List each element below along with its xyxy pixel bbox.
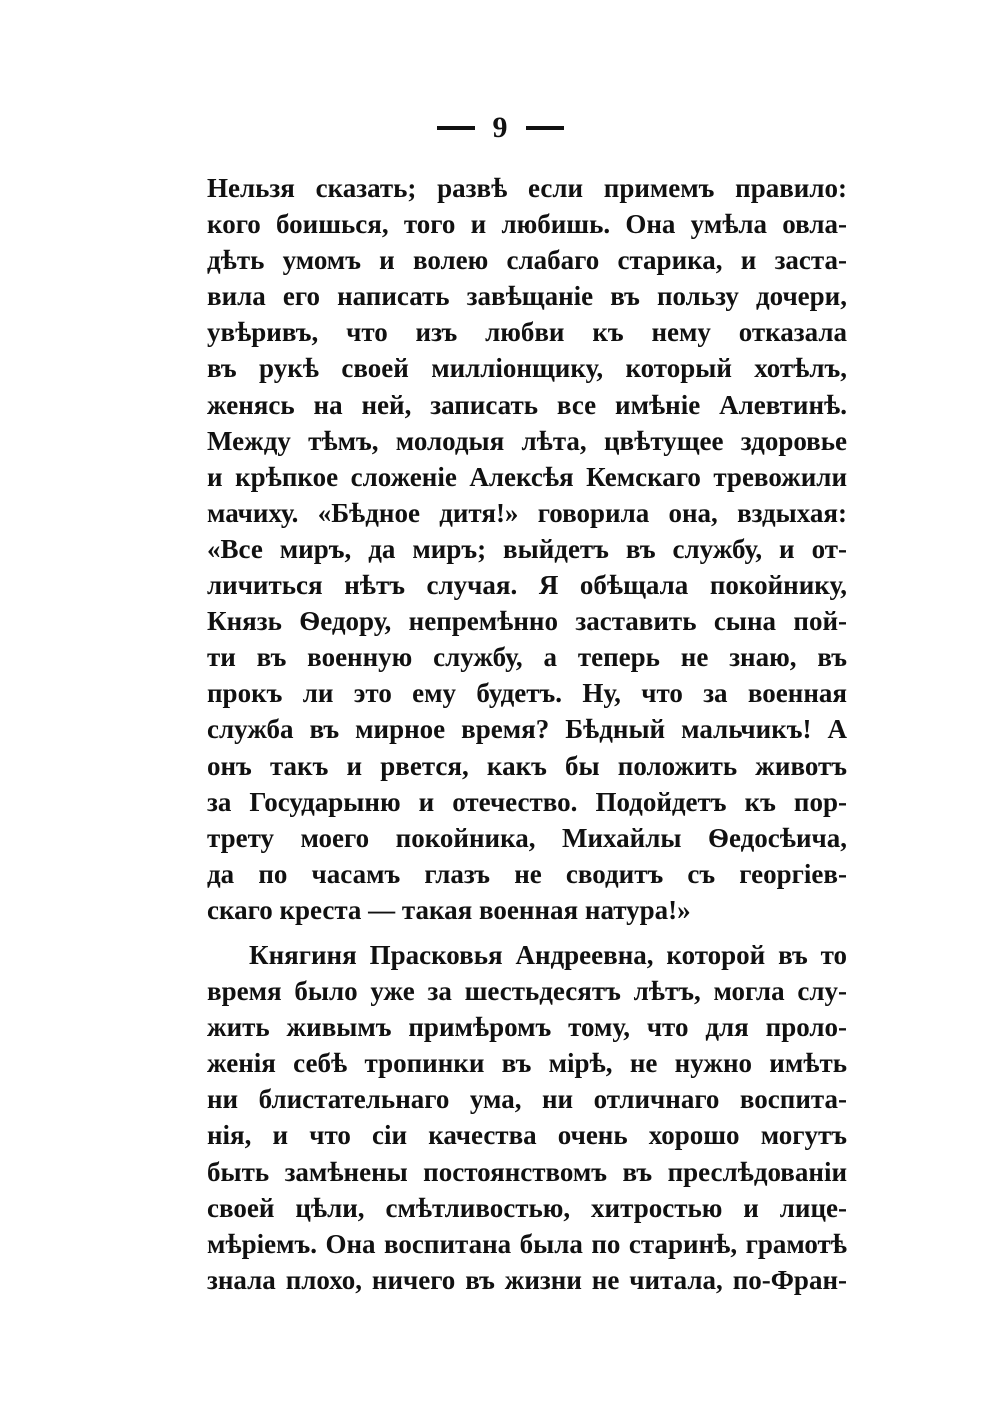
text-line: увѣривъ, что изъ любви къ нему отказала [207,317,847,348]
text-line: скаго креста — такая военная натура!» [207,894,691,925]
body-text [207,170,847,1298]
text-line: своей цѣли, смѣтливостью, хитростью и лицe- [207,1192,847,1223]
page-header [0,106,1000,150]
text-line: женія себѣ тропинки въ мірѣ, не нужно имѣть [207,1048,847,1079]
text-line: вила его написать завѣщаніе въ пользу дочери, [207,281,847,312]
text-line: время было уже за шестьдесятъ лѣтъ, могла слу- [207,976,847,1007]
text-line: Князь Ѳедору, непремѣнно заставить сына пой- [207,606,847,637]
text-line: «Все миръ, да миръ; выйдетъ въ службу, и от- [207,533,847,564]
text-line: и крѣпкое сложеніе Алексѣя Кемскаго тревожили [207,461,847,492]
text-line: мачиху. «Бѣдное дитя!» говорила она, вздыхая: [207,497,847,528]
text-line: въ рукѣ своей милліонщику, который хотѣлъ, [207,353,847,384]
text-line: личиться нѣтъ случая. Я обѣщала покойнику, [207,570,847,601]
text-line: служба въ мирное время? Бѣдный мальчикъ! А [207,714,847,745]
text-line: прокъ ли это ему будетъ. Ну, что за военная [207,678,847,709]
text-line: Нельзя сказать; развѣ если примемъ правило: [207,173,847,203]
header-dash-right [526,126,564,130]
text-line: нія, и что сіи качества очень хорошо могутъ [207,1120,847,1151]
text-line: Между тѣмъ, молодыя лѣта, цвѣтущее здоровье [207,425,847,456]
text-line: дѣть умомъ и волею слабаго старика, и заста- [207,245,847,276]
text-line: Княгиня Прасковья Андреевна, которой въ то [249,939,847,970]
text-line: быть замѣнены постоянствомъ въ преслѣдованіи [207,1156,847,1187]
page-number: 9 [492,111,508,144]
text-line: знала плохо, ничего въ жизни не читала, по-Фран- [207,1264,847,1295]
text-line: мѣріемъ. Она воспитана была по старинѣ, грамотѣ [207,1228,847,1259]
text-line: да по часамъ глазъ не сводитъ съ георгіев- [207,858,847,889]
header-dash-left [437,126,475,130]
text-line: трету моего покойника, Михайлы Ѳедосѣича, [207,822,847,853]
text-line: онъ такъ и рвется, какъ бы положить животъ [207,750,847,781]
text-line: ти въ военную службу, а теперь не знаю, въ [207,642,847,673]
text-line: за Государыню и отечество. Подойдетъ къ пор- [207,786,847,817]
text-line: женясь на ней, записать все имѣніе Алевтинѣ. [207,389,847,420]
text-line: кого боишься, того и любишь. Она умѣла овла- [207,209,847,240]
text-line: ни блистательнаго ума, ни отличнаго воспита- [207,1084,847,1115]
text-line: жить живымъ примѣромъ тому, что для проло- [207,1012,847,1043]
